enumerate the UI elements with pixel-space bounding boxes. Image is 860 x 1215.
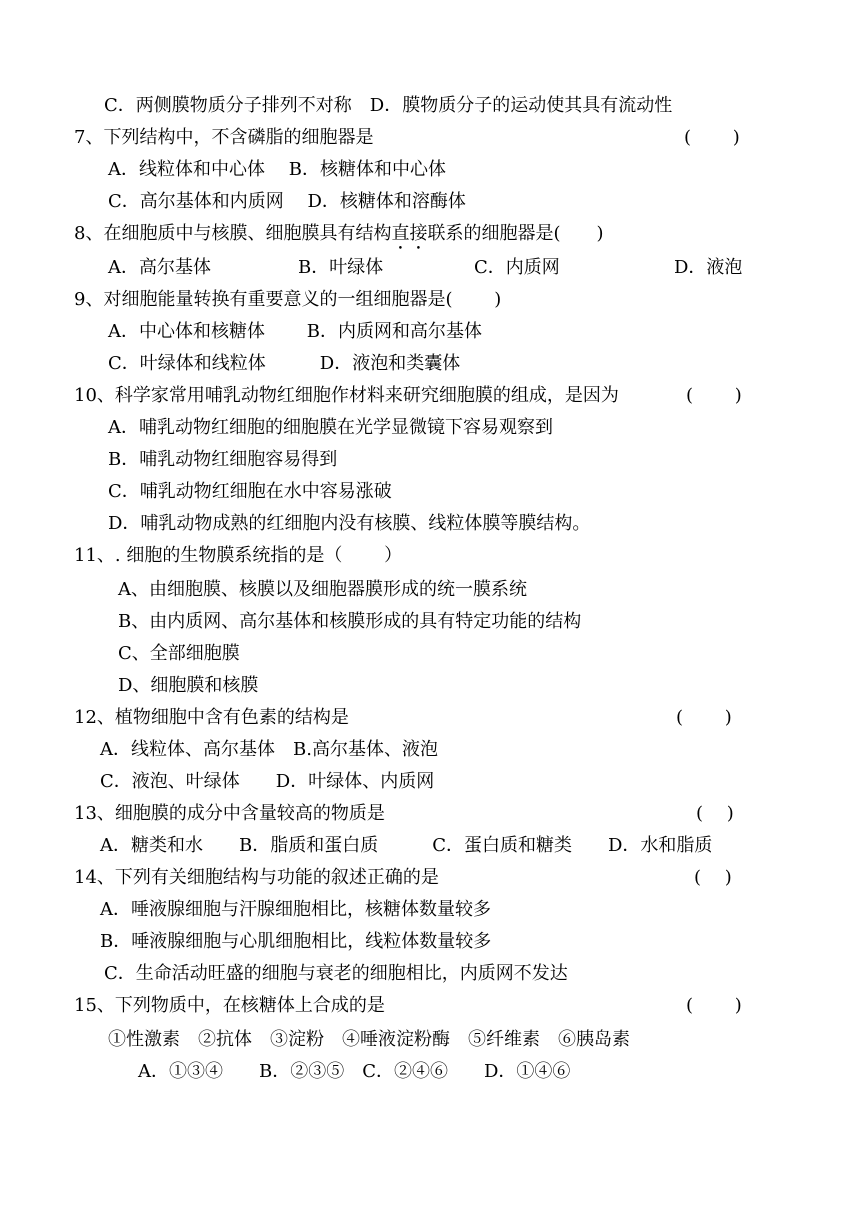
q15-options: A．①③④ B．②③⑤ C．②④⑥ D．①④⑥ [138, 1061, 571, 1082]
q8-option-d: D．液泡 [674, 257, 743, 278]
q12-answer-paren: ( ) [676, 707, 732, 728]
q14-answer-paren: ( ) [694, 867, 732, 888]
q10-stem: 10、科学家常用哺乳动物红细胞作材料来研究细胞膜的组成，是因为 [74, 385, 619, 406]
q14-option-c: C．生命活动旺盛的细胞与衰老的细胞相比，内质网不发达 [104, 963, 568, 984]
q15-substances: ①性激素 ②抗体 ③淀粉 ④唾液淀粉酶 ⑤纤维素 ⑥胰岛素 [108, 1029, 630, 1050]
emphasis-dot-char: 接 [409, 223, 428, 244]
q7-options-cd: C．高尔基体和内质网 D．核糖体和溶酶体 [108, 191, 466, 212]
q11-option-c: C、全部细胞膜 [118, 643, 240, 664]
q12-options-cd: C．液泡、叶绿体 D．叶绿体、内质网 [100, 771, 435, 792]
q7-stem: 7、下列结构中，不含磷脂的细胞器是 [74, 127, 374, 148]
q7-options-ab: A．线粒体和中心体 B．核糖体和中心体 [108, 159, 446, 180]
q8-option-b: B．叶绿体 [298, 257, 384, 278]
q6-options-cd: C．两侧膜物质分子排列不对称 D．膜物质分子的运动使其具有流动性 [104, 95, 673, 116]
q9-options-cd: C．叶绿体和线粒体 D．液泡和类囊体 [108, 353, 461, 374]
q11-option-a: A、由细胞膜、核膜以及细胞器膜形成的统一膜系统 [118, 579, 527, 600]
q13-stem: 13、细胞膜的成分中含量较高的物质是 [74, 803, 385, 824]
q10-answer-paren: ( ) [686, 385, 742, 406]
q12-options-ab: A．线粒体、高尔基体 B.高尔基体、液泡 [100, 739, 438, 760]
q12-stem: 12、植物细胞中含有色素的结构是 [74, 707, 349, 728]
emphasis-dot-char: 直 [391, 223, 410, 244]
q11-stem: 11、. 细胞的生物膜系统指的是（ ） [74, 545, 403, 566]
q10-option-a: A．哺乳动物红细胞的细胞膜在光学显微镜下容易观察到 [108, 417, 553, 438]
q13-answer-paren: ( ) [696, 803, 734, 824]
q14-option-b: B．唾液腺细胞与心肌细胞相比，线粒体数量较多 [100, 931, 492, 952]
q14-option-a: A．唾液腺细胞与汗腺细胞相比，核糖体数量较多 [100, 899, 491, 920]
q10-option-c: C．哺乳动物红细胞在水中容易涨破 [108, 481, 392, 502]
q8-option-a: A．高尔基体 [108, 257, 211, 278]
q9-options-ab: A．中心体和核糖体 B．内质网和高尔基体 [108, 321, 482, 342]
q8-stem: 8、在细胞质中与核膜、细胞膜具有结构直接联系的细胞器是( ) [74, 223, 604, 244]
q8-option-c: C．内质网 [474, 257, 560, 278]
q15-stem: 15、下列物质中，在核糖体上合成的是 [74, 995, 385, 1016]
q13-options: A．糖类和水 B．脂质和蛋白质 C．蛋白质和糖类 D．水和脂质 [100, 835, 713, 856]
q10-option-b: B．哺乳动物红细胞容易得到 [108, 449, 338, 470]
q11-option-b: B、由内质网、高尔基体和核膜形成的具有特定功能的结构 [118, 611, 582, 632]
q7-answer-paren: ( ) [684, 127, 740, 148]
q15-answer-paren: ( ) [686, 995, 742, 1016]
q10-option-d: D．哺乳动物成熟的红细胞内没有核膜、线粒体膜等膜结构。 [108, 513, 591, 534]
q9-stem: 9、对细胞能量转换有重要意义的一组细胞器是( ) [74, 289, 502, 310]
q14-stem: 14、下列有关细胞结构与功能的叙述正确的是 [74, 867, 439, 888]
q11-option-d: D、细胞膜和核膜 [118, 675, 259, 696]
